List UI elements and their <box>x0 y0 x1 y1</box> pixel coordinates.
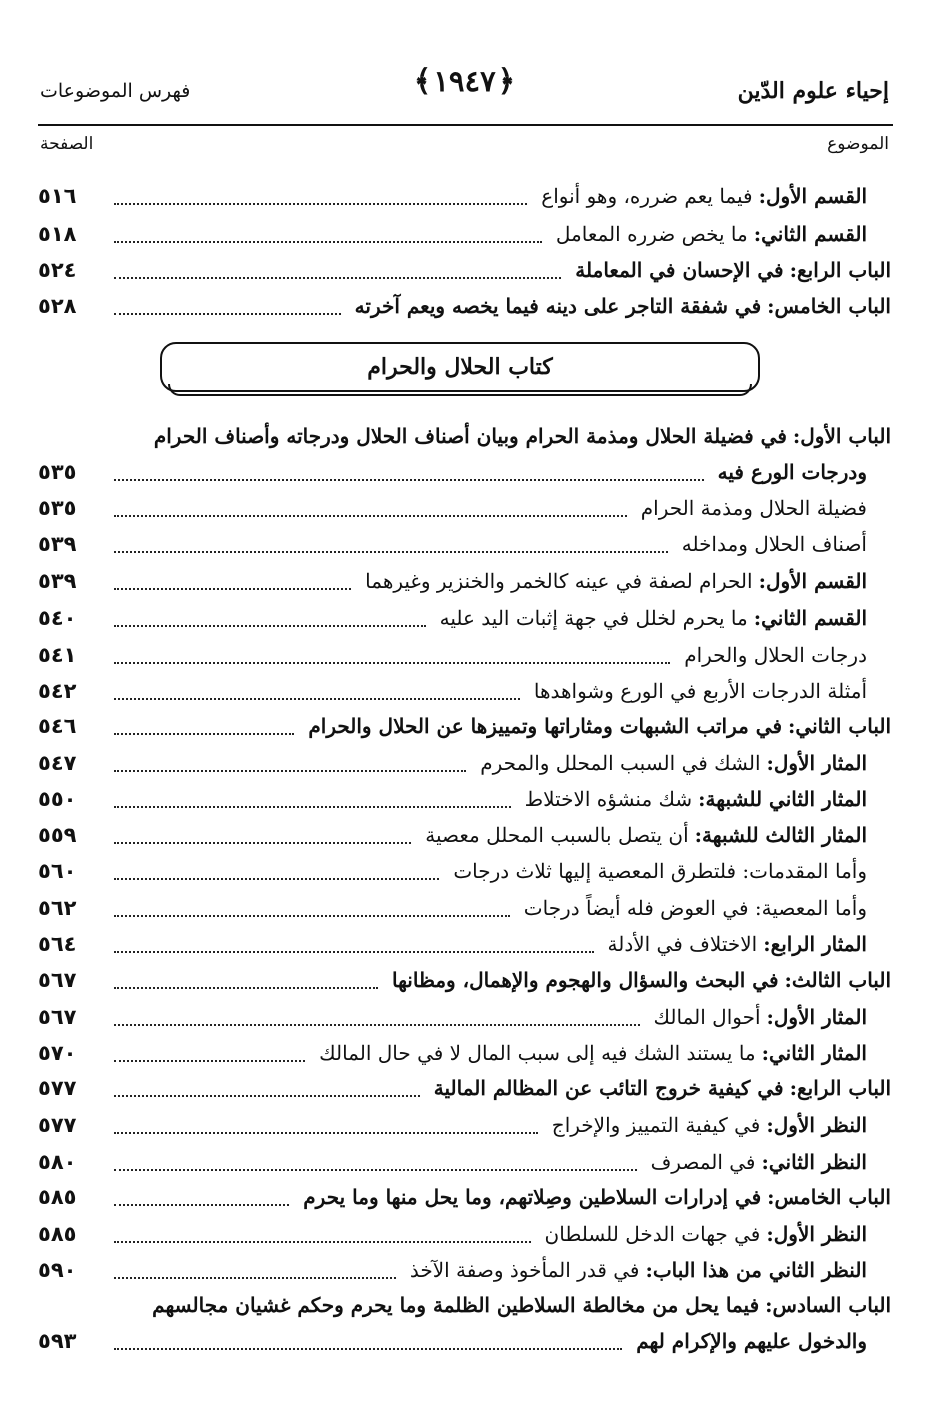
column-headings <box>40 134 889 162</box>
entry-label: الباب الرابع: <box>789 258 891 282</box>
dot-leader <box>114 987 378 989</box>
page-number <box>412 64 517 99</box>
entry-label: القسم الأول: <box>758 184 867 208</box>
toc-entry <box>38 1323 867 1359</box>
ornament-left: ﴾ <box>413 64 432 99</box>
dot-leader <box>114 313 341 315</box>
entry-page: ٥٥٠ <box>38 787 77 811</box>
entry-page: ٥٦٤ <box>38 932 77 956</box>
entry-title: درجات الحلال والحرام <box>684 643 867 667</box>
entry-title: ما يخص ضرره المعامل <box>555 222 748 246</box>
page-number-value: ١٩٤٧ <box>433 64 496 98</box>
toc-entry <box>38 1287 891 1323</box>
toc-entry <box>38 926 867 962</box>
entry-page: ٥٣٥ <box>38 460 77 484</box>
entry-title: في كيفية التمييز والإخراج <box>551 1113 761 1137</box>
dot-leader <box>114 479 704 481</box>
book-title: إحياء علوم الدّين <box>737 78 889 104</box>
toc-entry <box>38 252 891 288</box>
toc-entry <box>38 781 867 817</box>
dot-leader <box>114 806 511 808</box>
entry-title: أصناف الحلال ومداخله <box>681 532 867 556</box>
entry-title: شك منشؤه الاختلاط <box>524 787 693 811</box>
entry-label: القسم الثاني: <box>753 222 867 246</box>
dot-leader <box>114 203 527 205</box>
toc-entry <box>38 490 867 526</box>
column-page: الصفحة <box>40 134 94 154</box>
toc-entry <box>38 288 891 324</box>
entry-page: ٥٨٠ <box>38 1150 77 1174</box>
toc-entry <box>38 1252 867 1288</box>
dot-leader <box>114 733 294 735</box>
entry-title: في جهات الدخل للسلطان <box>544 1222 761 1246</box>
entry-title: وأما المقدمات: فلتطرق المعصية إليها ثلاث درجات <box>453 859 867 883</box>
toc-entry <box>38 1070 891 1106</box>
header-rule <box>38 124 893 126</box>
ornament-right: ﴿ <box>497 64 516 99</box>
entry-title: أحوال المالك <box>653 1005 761 1029</box>
toc-entry <box>38 454 867 490</box>
entry-title: فضيلة الحلال ومذمة الحرام <box>640 496 867 520</box>
dot-leader <box>114 1241 531 1243</box>
entry-label: المثار الأول: <box>766 1005 867 1029</box>
entry-title: في مراتب الشبهات ومثاراتها وتمييزها عن الحلال والحرام <box>308 714 783 738</box>
dot-leader <box>114 662 670 664</box>
entry-page: ٥٣٩ <box>38 532 77 556</box>
entry-page: ٥٢٨ <box>38 294 77 318</box>
entry-page: ٥٤٧ <box>38 751 77 775</box>
toc-entry <box>38 962 891 998</box>
entry-page: ٥٧٠ <box>38 1041 77 1065</box>
entry-page: ٥٨٥ <box>38 1185 77 1209</box>
toc-entry <box>38 418 891 454</box>
entry-page: ٥٢٤ <box>38 258 77 282</box>
dot-leader <box>114 277 561 279</box>
entry-label: الباب الأول: <box>792 424 891 448</box>
dot-leader <box>114 515 627 517</box>
dot-leader <box>114 1132 538 1134</box>
dot-leader <box>114 915 510 917</box>
dot-leader <box>114 698 520 700</box>
toc-entry <box>38 999 867 1035</box>
dot-leader <box>114 770 466 772</box>
entry-label: المثار الثالث للشبهة: <box>694 823 867 847</box>
entry-title: ما يحرم لخلل في جهة إثبات اليد عليه <box>439 606 748 630</box>
entry-page: ٥٧٧ <box>38 1076 77 1100</box>
entry-label: المثار الرابع: <box>763 932 867 956</box>
entry-title: فيما يحل من مخالطة السلاطين الظلمة وما يحرم وحكم غشيان مجالسهم <box>152 1293 760 1317</box>
entry-title: الحرام لصفة في عينه كالخمر والخنزير وغيرهما <box>365 569 753 593</box>
entry-label: المثار الثاني: <box>761 1041 867 1065</box>
toc-entry <box>38 637 867 673</box>
dot-leader <box>114 1348 622 1350</box>
toc-entry <box>38 1144 867 1180</box>
book-title-box: كتاب الحلال والحرام <box>160 342 760 392</box>
entry-label: النظر الثاني من هذا الباب: <box>645 1258 867 1282</box>
dot-leader <box>114 588 351 590</box>
entry-page: ٥٦٢ <box>38 896 77 920</box>
entry-title: ما يستند الشك فيه إلى سبب المال لا في حال المالك <box>319 1041 756 1065</box>
entry-title: أمثلة الدرجات الأربع في الورع وشواهدها <box>533 679 867 703</box>
toc-entry <box>38 526 867 562</box>
entry-label: المثار الثاني للشبهة: <box>698 787 867 811</box>
entry-page: ٥٦٠ <box>38 859 77 883</box>
dot-leader <box>114 951 594 953</box>
entry-page: ٥٤٢ <box>38 679 77 703</box>
entry-title: في الإحسان في المعاملة <box>575 258 784 282</box>
toc-entry <box>38 1216 867 1252</box>
dot-leader <box>114 878 439 880</box>
entry-label: الباب الثاني: <box>788 714 891 738</box>
dot-leader <box>114 1060 305 1062</box>
entry-label: المثار الأول: <box>766 751 867 775</box>
entry-label: النظر الأول: <box>766 1113 867 1137</box>
entry-title: في فضيلة الحلال ومذمة الحرام وبيان أصناف الحلال ودرجاته وأصناف الحرام <box>153 424 787 448</box>
entry-label: الباب الخامس: <box>767 294 891 318</box>
entry-title: الشك في السبب المحلل والمحرم <box>480 751 761 775</box>
dot-leader <box>114 241 542 243</box>
entry-title: فيما يعم ضرره، وهو أنواع <box>541 184 753 208</box>
entry-label: القسم الأول: <box>758 569 867 593</box>
entry-page: ٥٦٧ <box>38 1005 77 1029</box>
toc-entry <box>38 1179 891 1215</box>
entry-label: النظر الأول: <box>766 1222 867 1246</box>
entry-title: في إدرارات السلاطين وصِلاتهم، وما يحل منها وما يحرم <box>303 1185 762 1209</box>
toc-entry <box>38 563 867 599</box>
entry-label: القسم الثاني: <box>753 606 867 630</box>
entry-title: في شفقة التاجر على دينه فيما يخصه ويعم آخرته <box>354 294 762 318</box>
entry-page: ٥٤١ <box>38 643 77 667</box>
entry-page: ٥١٦ <box>38 184 77 208</box>
entry-label: الباب الخامس: <box>767 1185 891 1209</box>
dot-leader <box>114 842 411 844</box>
entry-page: ٥٥٩ <box>38 823 77 847</box>
entry-page: ٥٦٧ <box>38 968 77 992</box>
section-title: فهرس الموضوعات <box>40 80 191 102</box>
entry-page: ٥٩٠ <box>38 1258 77 1282</box>
dot-leader <box>114 1204 289 1206</box>
entry-title: الاختلاف في الأدلة <box>607 932 758 956</box>
entry-page: ٥٩٣ <box>38 1329 77 1353</box>
entry-title: في المصرف <box>650 1150 756 1174</box>
toc-entry <box>38 600 867 636</box>
column-subject: الموضوع <box>827 134 889 154</box>
dot-leader <box>114 1277 396 1279</box>
entry-page: ٥٣٩ <box>38 569 77 593</box>
entry-page: ٥٤٠ <box>38 606 77 630</box>
entry-title: ودرجات الورع فيه <box>717 460 867 484</box>
dot-leader <box>114 1095 420 1097</box>
toc-entry <box>38 216 867 252</box>
entry-title: أن يتصل بالسبب المحلل معصية <box>425 823 689 847</box>
entry-label: الباب الرابع: <box>789 1076 891 1100</box>
entry-label: النظر الثاني: <box>761 1150 867 1174</box>
toc-entry <box>38 817 867 853</box>
toc-entry <box>38 890 867 926</box>
toc-entry <box>38 673 867 709</box>
entry-label: الباب الثالث: <box>784 968 891 992</box>
toc-entry <box>38 708 891 744</box>
toc-entry <box>38 745 867 781</box>
toc-entry <box>38 178 867 214</box>
dot-leader <box>114 1024 640 1026</box>
entry-page: ٥٣٥ <box>38 496 77 520</box>
entry-title: في البحث والسؤال والهجوم والإهمال، ومظانها <box>391 968 779 992</box>
toc-entry <box>38 1035 867 1071</box>
toc-entry <box>38 853 867 889</box>
entry-title: والدخول عليهم والإكرام لهم <box>636 1329 867 1353</box>
running-header <box>40 62 889 118</box>
dot-leader <box>114 625 426 627</box>
entry-label: الباب السادس: <box>765 1293 891 1317</box>
entry-title: وأما المعصية: في العوض فله أيضاً درجات <box>523 896 867 920</box>
dot-leader <box>114 551 668 553</box>
entry-title: في كيفية خروج التائب عن المظالم المالية <box>433 1076 784 1100</box>
entry-page: ٥١٨ <box>38 222 77 246</box>
dot-leader <box>114 1169 637 1171</box>
entry-page: ٥٨٥ <box>38 1222 77 1246</box>
entry-page: ٥٧٧ <box>38 1113 77 1137</box>
entry-title: في قدر المأخوذ وصفة الآخذ <box>409 1258 640 1282</box>
toc-entry <box>38 1107 867 1143</box>
entry-page: ٥٤٦ <box>38 714 77 738</box>
